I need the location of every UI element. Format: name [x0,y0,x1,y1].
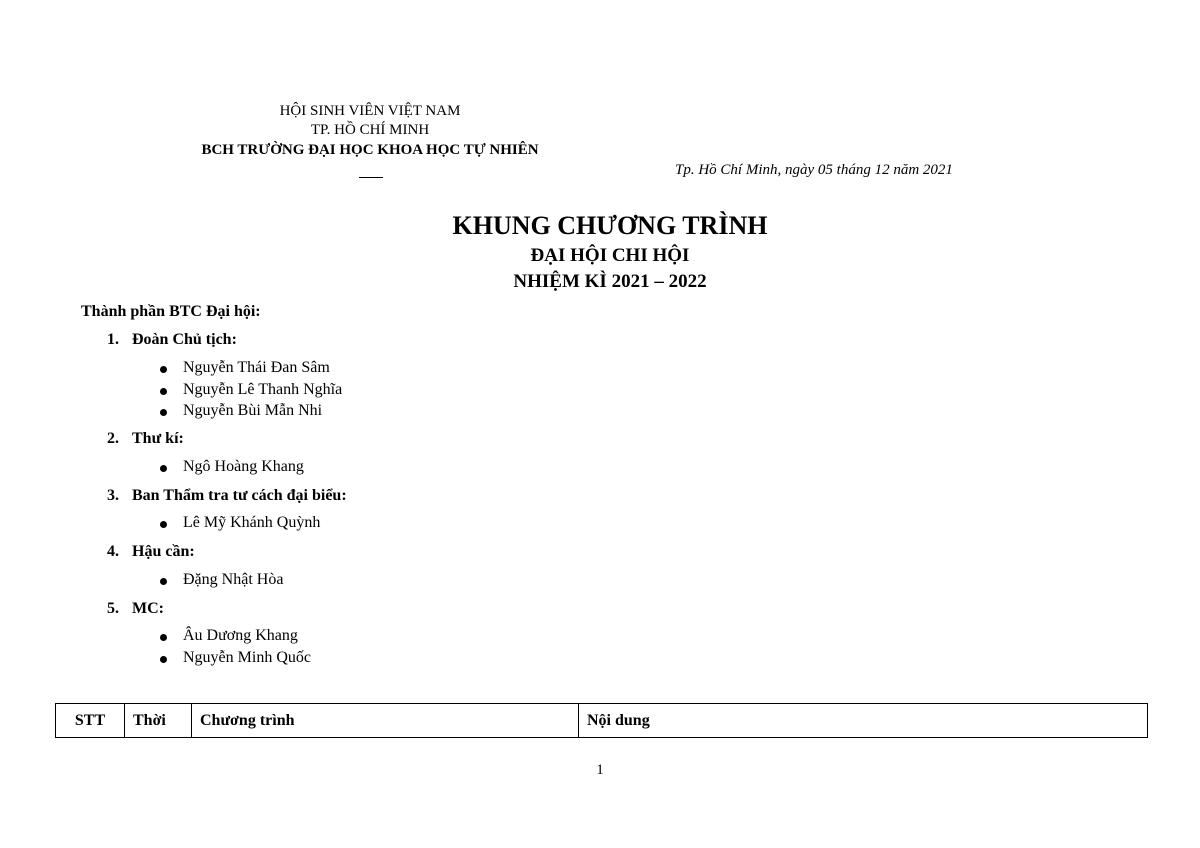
bullet-icon [160,366,167,373]
member-name: Nguyễn Lê Thanh Nghĩa [183,381,343,398]
member-name: Lê Mỹ Khánh Quỳnh [183,514,321,531]
group-label-logistics: Hậu cần: [132,543,195,560]
document-title: KHUNG CHƯƠNG TRÌNH [452,211,768,240]
member-name: Âu Dương Khang [183,627,298,644]
bullet-icon [160,634,167,641]
member-name: Nguyễn Minh Quốc [183,649,311,666]
page-number: 1 [596,762,604,778]
org-name-line3: BCH TRƯỜNG ĐẠI HỌC KHOA HỌC TỰ NHIÊN [201,142,539,158]
member-name: Đặng Nhật Hòa [183,571,284,588]
bullet-icon [160,521,167,528]
schedule-table [55,703,1148,738]
committee-heading: Thành phần BTC Đại hội: [81,303,261,320]
group-number: 1. [107,331,119,348]
group-number: 5. [107,600,119,617]
bullet-icon [160,409,167,416]
column-header-content: Nội dung [579,704,1148,738]
bullet-icon [160,388,167,395]
document-term: NHIỆM KÌ 2021 – 2022 [513,271,707,292]
group-label-chairs: Đoàn Chủ tịch: [132,331,237,348]
group-label-secretary: Thư kí: [132,430,184,447]
table-header-row [56,704,1148,738]
document-subtitle: ĐẠI HỘI CHI HỘI [530,245,690,266]
bullet-icon [160,465,167,472]
bullet-icon [160,578,167,585]
member-name: Ngô Hoàng Khang [183,458,304,475]
column-header-time: Thời [125,704,192,738]
group-number: 2. [107,430,119,447]
column-header-stt: STT [56,704,125,738]
bullet-icon [160,656,167,663]
group-number: 3. [107,487,119,504]
group-label-credentials: Ban Thẩm tra tư cách đại biểu: [132,487,347,504]
group-label-mc: MC: [132,600,164,617]
column-header-program: Chương trình [192,704,579,738]
group-number: 4. [107,543,119,560]
org-name-line2: TP. HỒ CHÍ MINH [310,122,430,138]
header-divider [359,177,383,178]
member-name: Nguyễn Thái Đan Sâm [183,359,330,376]
org-name-line1: HỘI SINH VIÊN VIỆT NAM [279,103,461,119]
document-date: Tp. Hồ Chí Minh, ngày 05 tháng 12 năm 2021 [675,162,953,178]
member-name: Nguyễn Bùi Mẫn Nhi [183,402,323,419]
